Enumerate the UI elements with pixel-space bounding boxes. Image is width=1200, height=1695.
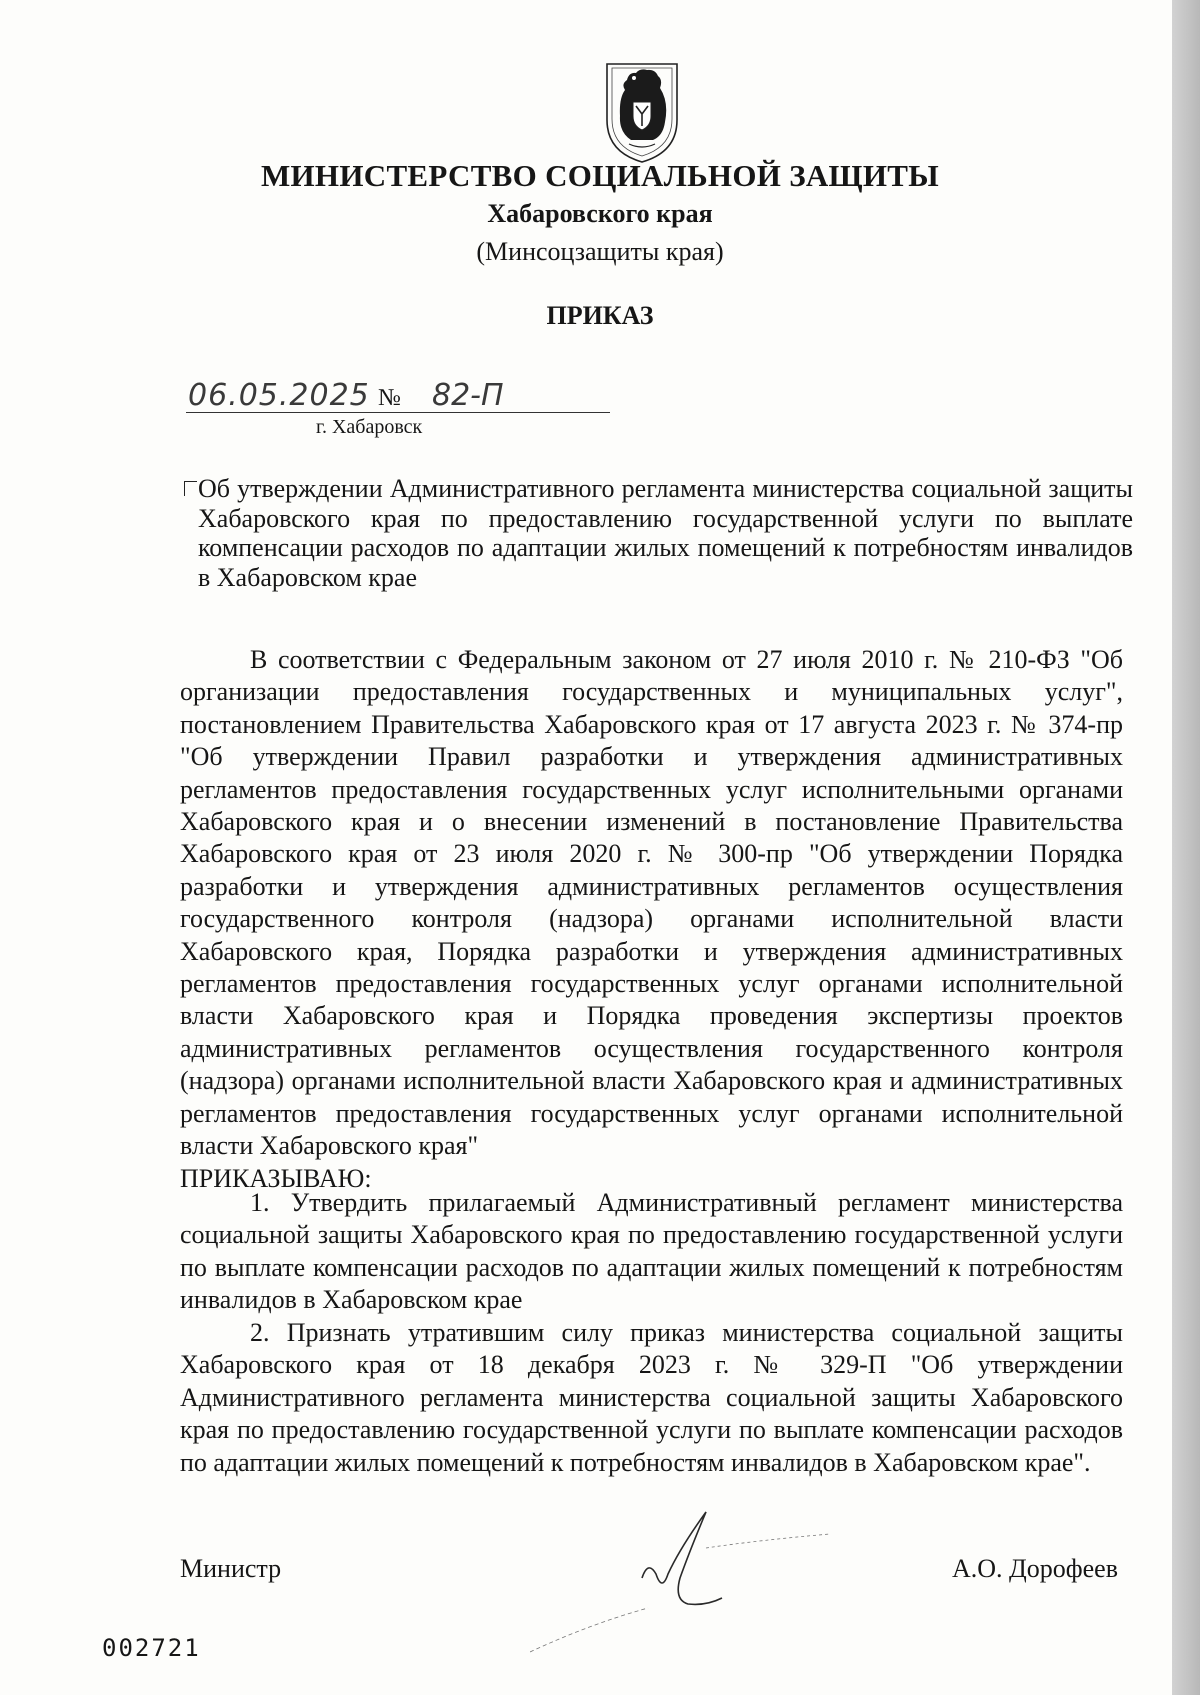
- coat-of-arms-icon: [603, 58, 681, 164]
- signer-role: Министр: [180, 1554, 282, 1583]
- handwritten-signature: [530, 1500, 860, 1670]
- order-number: 82-П: [432, 378, 504, 413]
- number-sign: №: [378, 385, 401, 411]
- order-word: ПРИКАЗЫВАЮ:: [180, 1163, 372, 1193]
- registration-number: 002721: [102, 1634, 201, 1662]
- order-title: Об утверждении Административного регламента министерства социальной защиты Хабаровского края по предоставлению государственной услуги по выплате компенсации расходов по адаптации жилых помещений к потребностям инвалидов в Хабаровском крае: [198, 474, 1133, 592]
- document-type: ПРИКАЗ: [546, 301, 654, 330]
- title-bracket: [184, 481, 197, 496]
- signer-name: А.О. Дорофеев: [952, 1554, 1118, 1583]
- ministry-name: МИНИСТЕРСТВО СОЦИАЛЬНОЙ ЗАЩИТЫ: [260, 158, 940, 193]
- point-1: 1. Утвердить прилагаемый Административный регламент министерства социальной защиты Хабаровского края по предоставлению государственной услуги по выплате компенсации расходов по адаптации жилых помещений к потребностям инвалидов в Хабаровском крае: [180, 1188, 1123, 1315]
- ministry-abbreviation: (Минсоцзащиты края): [476, 237, 724, 266]
- date-number-line: [186, 378, 610, 413]
- region-name: Хабаровского края: [487, 199, 713, 228]
- preamble: В соответствии с Федеральным законом от 27 июля 2010 г. № 210-ФЗ "Об организации предоставления государственных и муниципальных услуг", постановлением Правительства Хабаровского края от 17 августа 2023 г. № 374-пр "Об утверждении Правил разработки и утверждения административных регламентов предоставления государственных услуг исполнительными органами Хабаровского края и о внесении изменений в постановление Правительства Хабаровского края от 23 июля 2020 г. № 300-пр "Об утверждении Порядка разработки и утверждения административных регламентов осуществления государственного контроля (надзора) органами исполнительной власти Хабаровского края, Порядка разработки и утверждения административных регламентов предоставления государственных услуг органами исполнительной власти Хабаровского края и Порядка проведения экспертизы проектов административных регламентов осуществления государственного контроля (надзора) органами исполнительной власти Хабаровского края и административных регламентов предоставления государственных услуг органами исполнительной власти Хабаровского края": [180, 645, 1123, 1161]
- order-date: 06.05.2025: [188, 378, 370, 413]
- order-body: [180, 644, 1123, 1195]
- point-2: 2. Признать утратившим силу приказ министерства социальной защиты Хабаровского края от 18 декабря 2023 г. № 329-П "Об утверждении Административного регламента министерства социальной защиты Хабаровского края по предоставлению государственной услуги по выплате компенсации расходов по адаптации жилых помещений к потребностям инвалидов в Хабаровском крае".: [180, 1318, 1123, 1477]
- city: г. Хабаровск: [316, 416, 423, 438]
